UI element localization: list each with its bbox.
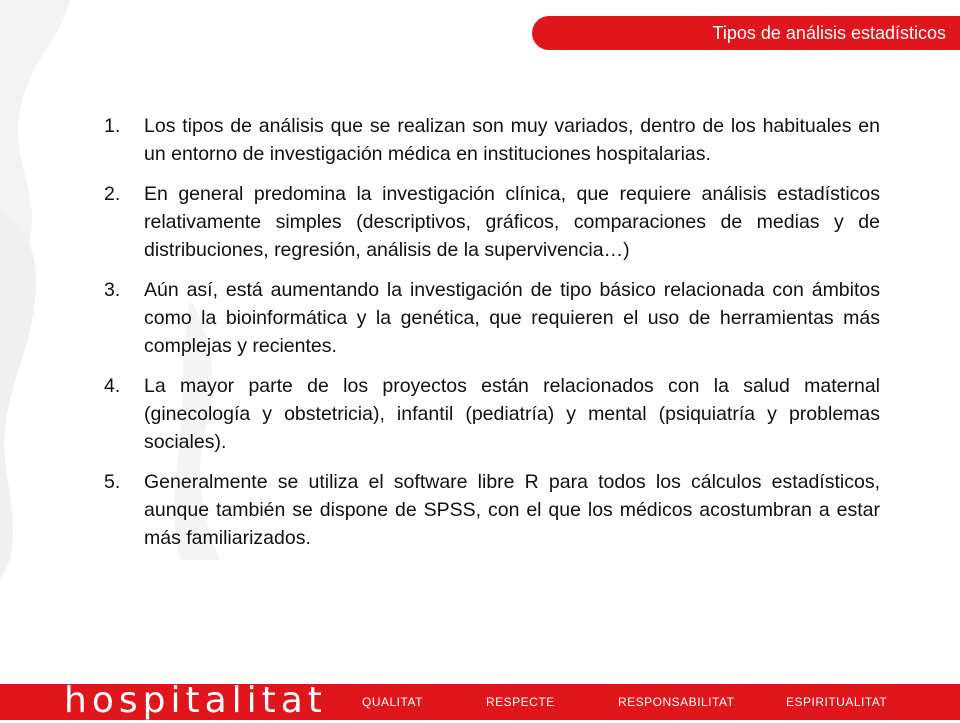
list-item: [104, 372, 880, 456]
list-item: [104, 180, 880, 264]
list-item-text: Generalmente se utiliza el software libre R para todos los cálculos estadísticos, aunque también se dispone de SPSS, con el que los médicos acostumbran a estar más familiarizados.: [144, 471, 880, 549]
list-item-number: 5.: [104, 471, 121, 493]
footer-value-respecte: RESPECTE: [486, 695, 555, 709]
list-item-text: Los tipos de análisis que se realizan son muy variados, dentro de los habituales en un entorno de investigación médica en instituciones hospitalarias.: [144, 115, 880, 165]
list-item-number: 1.: [104, 115, 121, 137]
list-item-number: 4.: [104, 375, 121, 397]
list-item-text: En general predomina la investigación clínica, que requiere análisis estadísticos relativamente simples (descriptivos, gráficos, comparaciones de medias y de distribuciones, regresión, análisis de la supervivencia…): [144, 183, 880, 261]
list-item: [104, 468, 880, 552]
brand-logo-text: hospitalitat: [64, 680, 327, 721]
numbered-list: [104, 112, 880, 564]
slide-title-tab: [532, 16, 960, 50]
list-item-text: Aún así, está aumentando la investigación de tipo básico relacionada con ámbitos como la bioinformática y la genética, que requieren el uso de herramientas más complejas y recientes.: [144, 279, 880, 357]
list-item-number: 2.: [104, 183, 121, 205]
list-item-number: 3.: [104, 279, 121, 301]
slide-title: Tipos de análisis estadísticos: [712, 23, 946, 43]
list-item: [104, 276, 880, 360]
footer-value-espiritualitat: ESPIRITUALITAT: [786, 695, 888, 709]
footer-bar: [0, 680, 960, 721]
footer-value-qualitat: QUALITAT: [362, 695, 423, 709]
list-item: [104, 112, 880, 168]
footer-value-responsabilitat: RESPONSABILITAT: [618, 695, 735, 709]
list-item-text: La mayor parte de los proyectos están relacionados con la salud maternal (ginecología y obstetricia), infantil (pediatría) y mental (psiquiatría y problemas sociales).: [144, 375, 880, 453]
